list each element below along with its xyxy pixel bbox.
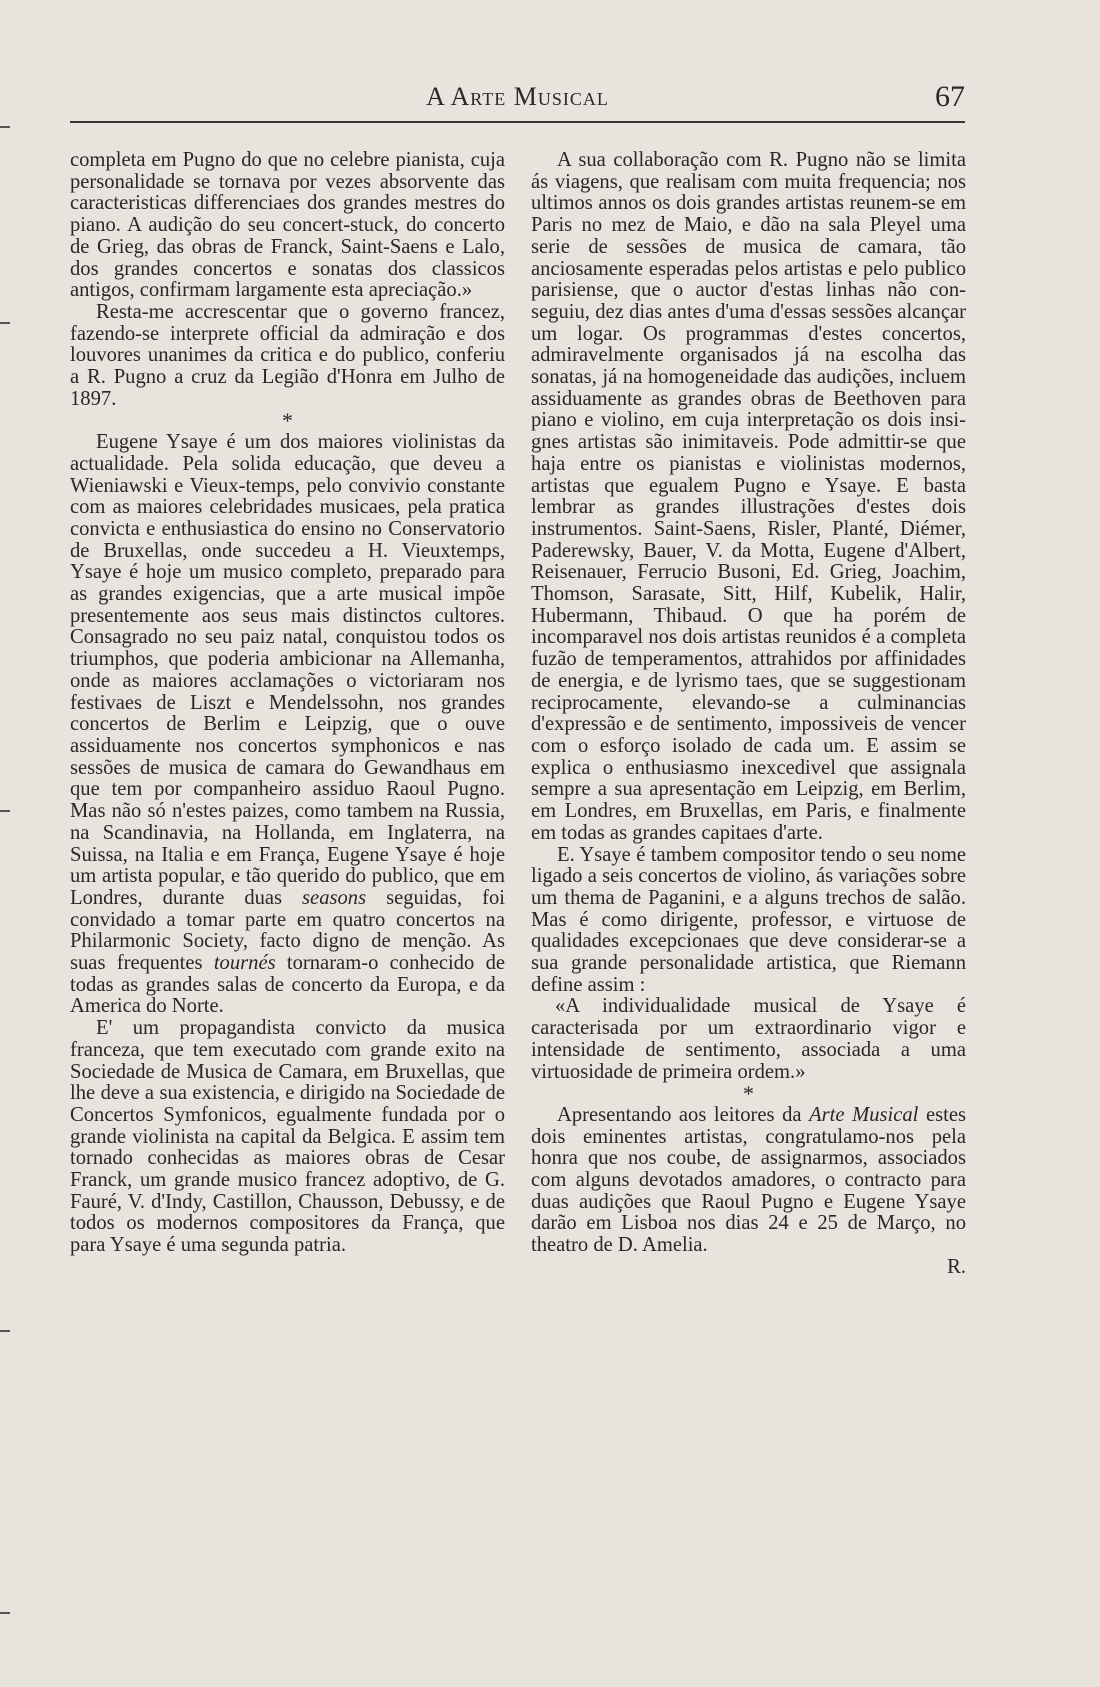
paragraph-ysaye: Eugene Ysaye é um dos maiores violinistas da actualidade. Pela solida educação, que deveu a Wieniawski e Vieux-temps, pelo convivio constante com as maiores celebridades musicaes, pela pratica convicta e enthusiastica do ensino no Conservatorio de Bruxellas, onde succedeu a H. Vieuxtemps, Ysaye é hoje um musico completo, preparado para as grandes exigencias, que a arte musical impõe presentemente aos seus mais distinctos cultores. Consagrado no seu paiz natal, conquistou todos os triumphos, que poderia ambicionar na Allemanha, onde as maiores acclamações o victoriaram nos festivaes de Liszt e Mendelssohn, nos grandes concertos de Berlim e Leipzig, que o ouve assiduamente nos concertos symphonicos e nas sessões de musica de camara do Gewandhaus em que tem por companheiro assiduo Raoul Pugno. Mas não só n'estes paizes, como tambem na Russia, na Scandinavia, na Hollanda, em Inglaterra, na Suissa, na Italia e em França, Eugene Ysaye é hoje um artista popular, e tão querido do publico, que em Londres, durante duas seasons seguidas, foi convidado a tomar parte em quatro concertos na Philarmonic Society, facto digno de menção. As suas frequentes tournés tornaram-o conhecido de todas as grandes salas de concerto da Europa, e da America do Norte. [70,431,506,1018]
margin-mark [0,1330,10,1332]
left-column [70,150,505,1257]
right-column [531,150,966,1279]
paragraph: E. Ysaye é tambem compositor tendo o seu nome ligado a seis concertos de violino, ás variações sobre um thema de Paganini, e a alguns trechos de salão. Mas é como dirigente, professor, e virtuose de qualidades excepcionaes que deve considerar-se a sua grande personalidade artistica, que Riemann define assim : [531,843,966,996]
margin-mark [0,322,10,324]
closing-paragraph: Apresentando aos leitores da Arte Musical estes dois eminentes artistas, congratulamo-nos pela honra que nos coube, de assignarmos, associados com alguns devotados amadores, o contracto para duas audições que Raoul Pugno e Eugene Ysaye darão em Lisboa nos dias 24 e 25 de Março, no theatro de D. Amelia. [531,1103,966,1257]
margin-mark [0,1612,10,1614]
asterism-divider: * [282,408,293,434]
header-rule [70,121,965,123]
signature: R. [947,1255,966,1278]
running-header [70,82,965,122]
riemann-quote: «A individualidade musical de Ysaye é caracterisada por um extraordinario vigor e intensidade de sentimento, associada a uma virtuosidade de primeira ordem.» [531,995,966,1083]
paragraph: E' um propagandista convicto da musica franceza, que tem executado com grande exito na Sociedade de Musica de Camara, em Bruxellas, que lhe deve a sua existencia, e dirigido na Sociedade de Concertos Symfonicos, egualmente fundada por o grande violinista na capital da Belgica. E assim tem tornado conhecidas as maiores obras de Cesar Franck, um grande musico francez adoptivo, de G. Fauré, V. d'Indy, Castillon, Chausson, Debussy, e de todos os modernos compositores da França, que para Ysaye é uma segunda patria. [70,1017,505,1257]
margin-mark [0,126,10,128]
margin-mark [0,810,10,812]
paragraph: Resta-me accrescentar que o governo francez, fazendo-se interprete official da admiração e dos louvores unanimes da critica e do publico, conferiu a R. Pugno a cruz da Legião d'Honra em Julho de 1897. [70,300,505,410]
paragraph: completa em Pugno do que no celebre pianista, cuja personalidade se tornava por vezes absorvente das caracteristicas differenciaes dos grandes mestres do piano. A audição do seu concert-stuck, do concerto de Grieg, das obras de Franck, Saint-Saens e Lalo, dos grandes concertos e sonatas dos classicos antigos, confirmam largamente esta apreciação.» [70,149,505,302]
paragraph: A sua collaboração com R. Pugno não se limita ás viagens, que realisam com muita frequencia; nos ultimos annos os dois grandes artistas reunem-se em Paris no mez de Maio, e dão na sala Pleyel uma serie de sessões de musica de camara, tão anciosamente esperadas pelos artistas e pelo publico parisiense, que o auctor d'estas linhas não conseguiu, dez dias antes d'uma d'essas sessões alcançar um logar. Os programmas d'estes concertos, admiravelmente organisados já na escolha das sonatas, já na homogeneidade das audições, incluem assiduamente as grandes obras de Beethoven para piano e violino, em cuja interpretação os dois insignes artistas são inimitaveis. Pode admittir-se que haja entre os pianistas e violinistas modernos, artistas que egualem Pugno e Ysaye. E basta lembrar as grandes illustrações d'estes dois instrumentos. Saint-Saens, Risler, Planté, Diémer, Paderewsky, Bauer, V. da Motta, Eugene d'Albert, Reisenauer, Ferrucio Busoni, Ed. Grieg, Joachim, Thomson, Sarasate, Sitt, Hilf, Kubelik, Halir, Hubermann, Thibaud. O que ha porém de incomparavel nos dois artistas reunidos é a completa fuzão de temperamentos, attrahidos por affinidades de energia, e de lyrismo taes, que se suggestionam reciprocamente, elevando-se a culminancias d'expressão e de sentimento, impossiveis de vencer com o esforço isolado de cada um. E assim se explica o enthusiasmo inexcedivel que assignala sempre a sua apresentação em Leipzig, em Berlim, em Londres, em Bruxellas, em Paris, e finalmente em todas as grandes capitaes d'arte. [531,149,966,844]
running-title: A Arte Musical [426,82,609,111]
asterism-divider: * [743,1081,754,1107]
page-number: 67 [935,80,965,113]
